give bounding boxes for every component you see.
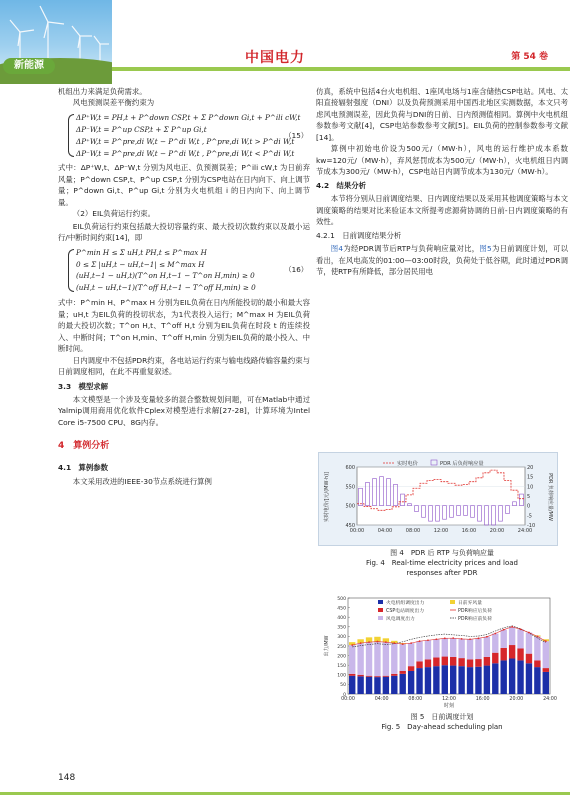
equation-line: ΔP⁻W,t = P^pre,di W,t − P^di W,t , P^pre,di W,t < P^di W,t bbox=[76, 148, 295, 158]
thermal-bar bbox=[416, 668, 422, 694]
csp-bar bbox=[501, 648, 507, 660]
y-tick-label: 0 bbox=[343, 692, 346, 698]
wind-bar bbox=[408, 643, 414, 666]
paragraph: 本文采用改进的IEEE-30节点系统进行算例 bbox=[72, 476, 212, 486]
legend-label: 日前弃风量 bbox=[458, 601, 482, 606]
paragraph: 式中：P^min H、P^max H 分别为EIL负荷在日内所能投切的最小和最大容量；uH,t 为EIL负荷的投切状态，为1代表投入运行；M^max H 为EIL负荷的最大投切次数；T^on H,t、T^off H,t 分别为EIL负荷在时段 t 的连续投入、中断时间；T^on H,min、T^off H,min 分别为EIL负荷的最小投入、中断时间。 bbox=[58, 298, 310, 354]
paragraph: 机组出力来满足负荷需求。 bbox=[58, 87, 147, 96]
wind-bar bbox=[543, 641, 549, 668]
wind-bar bbox=[349, 645, 355, 674]
csp-bar bbox=[374, 676, 380, 677]
y-tick-label: 150 bbox=[337, 664, 346, 669]
x-tick-label: 20:00 bbox=[489, 528, 505, 534]
wind-bar bbox=[467, 639, 473, 659]
load-after-point bbox=[528, 632, 530, 634]
paragraph: 式中：ΔP⁺W,t、ΔP⁻W,t 分别为风电正、负预测误差；P^ili cW,t 为日前弃风量；P^down CSP,t、P^up CSP,t 分别为CSP电站在日内向下、向上调节量；P^down Gi,t、P^up Gi,t 分别为火电机组 i 的日内向下、向上调节量。 bbox=[58, 163, 310, 207]
journal-title: 中国电力 bbox=[245, 50, 305, 66]
csp-bar bbox=[400, 671, 406, 674]
x-tick-label: 04:00 bbox=[374, 697, 389, 702]
wind-bar bbox=[374, 642, 380, 677]
equation-line: P^min H ≤ Σ uH,t PH,t ≤ P^max H bbox=[76, 247, 207, 257]
paragraph: 日内调度中不包括PDR约束，各电站运行约束与输电线路传输容量约束与日前调度相同，在此不再重复叙述。 bbox=[58, 355, 310, 377]
load-after-point bbox=[360, 642, 362, 644]
y-tick-label: 250 bbox=[337, 644, 346, 650]
figure-4 bbox=[318, 452, 558, 546]
equation-line: ΔP⁺W,t = P^pre,di W,t − P^di W,t , P^pre,di W,t > P^di W,t bbox=[76, 136, 295, 146]
schedule-chart bbox=[318, 594, 558, 709]
thermal-bar bbox=[433, 666, 439, 694]
paragraph bbox=[316, 243, 568, 277]
legend-label: PDR响应后负荷 bbox=[458, 609, 492, 614]
x-tick-label: 08:00 bbox=[405, 528, 421, 534]
legend-swatch bbox=[450, 600, 455, 604]
caption-en: Fig. 4 Real-time electricity prices and load bbox=[366, 559, 518, 568]
load-after-point bbox=[461, 638, 463, 640]
thermal-bar bbox=[458, 666, 464, 694]
x-tick-label: 00:00 bbox=[341, 697, 355, 702]
load-after-point bbox=[503, 629, 505, 631]
thermal-bar bbox=[534, 667, 540, 694]
csp-bar bbox=[543, 668, 549, 672]
wind-bar bbox=[442, 638, 448, 656]
equation-line: ΔP⁺W,t = PH,t + P^down CSP,t + Σ P^down Gi,t + P^ili cW,t bbox=[76, 112, 301, 122]
equation-15 bbox=[58, 112, 310, 160]
caption-en: responses after PDR bbox=[406, 569, 478, 578]
load-after-point bbox=[368, 641, 370, 643]
page-number: 148 bbox=[58, 773, 76, 783]
wind-bar bbox=[366, 642, 372, 676]
wind-bar bbox=[501, 630, 507, 648]
load-after-point bbox=[377, 641, 379, 643]
csp-bar bbox=[450, 657, 456, 666]
y-tick-label: 500 bbox=[337, 596, 346, 602]
equation-line: 0 ≤ Σ |uH,t − uH,t−1| ≤ M^max H bbox=[76, 259, 205, 269]
paragraph: 风电预测误差平衡约束为 bbox=[72, 98, 155, 108]
y-tick-label: 300 bbox=[337, 635, 346, 641]
wind-bar bbox=[416, 641, 422, 661]
thermal-bar bbox=[374, 677, 380, 694]
y2-tick-label: -10 bbox=[527, 523, 536, 529]
figure-link[interactable]: 图5 bbox=[479, 244, 492, 254]
wind-bar bbox=[526, 633, 532, 654]
right-column bbox=[316, 86, 568, 279]
csp-bar bbox=[475, 659, 481, 667]
load-after-point bbox=[511, 626, 513, 628]
load-after-point bbox=[351, 644, 353, 646]
csp-bar bbox=[408, 666, 414, 671]
load-after-point bbox=[536, 636, 538, 638]
csp-bar bbox=[517, 648, 523, 660]
y-tick-label: 600 bbox=[345, 465, 355, 471]
page-header bbox=[0, 0, 570, 84]
paragraph: 本文模型是一个涉及变量较多的混合整数规划问题，可在Matlab中通过Yalmip调用商用优化软件Cplex对模型进行求解[27-28]，计算环境为Intel Core i5-7500 CPU、8G内存。 bbox=[58, 394, 310, 427]
y2-tick-label: 0 bbox=[527, 503, 531, 510]
left-column bbox=[58, 86, 310, 488]
paragraph: 本节将分别从日前调度结果、日内调度结果以及采用其他调度策略与本文调度策略的结果对比来验证本文所提考虑源荷协调的日前-日内调度策略的有效性。 bbox=[316, 194, 568, 227]
y-tick-label: 100 bbox=[337, 673, 346, 679]
csp-bar bbox=[509, 645, 515, 658]
y-tick-label: 500 bbox=[345, 503, 355, 510]
wind-bar bbox=[391, 643, 397, 674]
equation-line: (uH,t − uH,t−1)(T^off H,t−1 − T^off H,min) ≥ 0 bbox=[76, 283, 256, 293]
figure-5 bbox=[318, 594, 558, 709]
thermal-bar bbox=[543, 672, 549, 694]
thermal-bar bbox=[517, 660, 523, 694]
thermal-bar bbox=[492, 663, 498, 694]
csp-bar bbox=[416, 661, 422, 668]
x-tick-label: 20:00 bbox=[509, 697, 524, 702]
load-after-point bbox=[478, 637, 480, 639]
y2-tick-label: 15 bbox=[527, 474, 534, 481]
csp-bar bbox=[484, 657, 490, 666]
wind-bar bbox=[484, 637, 490, 657]
wind-bar bbox=[450, 638, 456, 657]
csp-bar bbox=[366, 676, 372, 677]
csp-bar bbox=[467, 659, 473, 667]
x-tick-label: 24:00 bbox=[517, 528, 533, 534]
y2-tick-label: 5 bbox=[527, 494, 531, 500]
section-heading: 3.3 模型求解 bbox=[58, 381, 109, 391]
thermal-bar bbox=[400, 674, 406, 694]
csp-bar bbox=[357, 675, 363, 677]
x-tick-label: 00:00 bbox=[349, 528, 365, 534]
thermal-bar bbox=[357, 676, 363, 694]
load-after-point bbox=[486, 636, 488, 638]
section-heading: 4.2 结果分析 bbox=[316, 180, 367, 190]
thermal-bar bbox=[408, 671, 414, 694]
legend-label: CSP电站调度出力 bbox=[386, 609, 425, 614]
caption-cn: 图 5 日前调度计划 bbox=[410, 713, 474, 721]
x-tick-label: 12:00 bbox=[442, 697, 456, 702]
csp-bar bbox=[442, 657, 448, 666]
load-after-point bbox=[435, 638, 437, 640]
wind-bar bbox=[357, 643, 363, 675]
legend-label: 火电机组调度出力 bbox=[386, 601, 425, 606]
wind-bar bbox=[425, 640, 431, 659]
paragraph: 仿真，系统中包括4台火电机组、1座风电场与1座含储热CSP电站。风电、太阳直接辐射强度（DNI）以及负荷预测采用中国西北地区实测数据，本文只考虑风电预测误差，因此负荷与DNI的日前、日内预测值相同。算例中火电机组参数参考文献[4]，CSP电站参数参考文献[5]。EIL负荷的控制参数参考文献[14]。 bbox=[316, 87, 568, 142]
equation-line: ΔP⁻W,t = P^up CSP,t + Σ P^up Gi,t bbox=[76, 124, 207, 134]
y2-tick-label: 10 bbox=[527, 484, 534, 491]
equation-number: （15） bbox=[284, 130, 308, 140]
thermal-bar bbox=[366, 677, 372, 694]
csp-bar bbox=[458, 658, 464, 666]
thermal-bar bbox=[383, 677, 389, 694]
wind-bar bbox=[534, 636, 540, 660]
load-after-point bbox=[385, 641, 387, 643]
y2-tick-label: -5 bbox=[527, 513, 532, 520]
paragraph: EIL负荷运行约束包括最大投切容量约束、最大投切次数约束以及最小运行/中断时间约束[14]，即 bbox=[58, 221, 310, 243]
wind-bar bbox=[475, 638, 481, 659]
wind-bar bbox=[509, 627, 515, 645]
y-tick-label: 400 bbox=[337, 616, 346, 621]
wind-bar bbox=[458, 639, 464, 658]
thermal-bar bbox=[475, 667, 481, 694]
wind-bar bbox=[492, 634, 498, 653]
load-after-point bbox=[494, 633, 496, 635]
plot-area bbox=[357, 467, 525, 525]
thermal-bar bbox=[349, 676, 355, 694]
y-tick-label: 50 bbox=[340, 683, 346, 689]
thermal-bar bbox=[425, 667, 431, 694]
equation-16 bbox=[58, 247, 310, 295]
load-after-point bbox=[444, 637, 446, 639]
wind-bar bbox=[383, 642, 389, 676]
load-after-point bbox=[545, 640, 547, 642]
y2-axis-label: PDR 负荷响应量/MW bbox=[547, 473, 553, 521]
thermal-bar bbox=[509, 658, 515, 694]
x-tick-label: 04:00 bbox=[377, 528, 393, 534]
x-tick-label: 08:00 bbox=[408, 697, 423, 702]
volume-label: 第 54 卷 bbox=[511, 52, 548, 62]
section-heading: 4.1 算例参数 bbox=[58, 463, 109, 473]
equation-number: （16） bbox=[284, 265, 308, 275]
csp-bar bbox=[492, 653, 498, 664]
wind-bar bbox=[433, 639, 439, 657]
load-after-point bbox=[410, 642, 412, 644]
thermal-bar bbox=[467, 667, 473, 694]
csp-bar bbox=[534, 660, 540, 667]
paragraph: （2）EIL负荷运行约束。 bbox=[72, 209, 155, 219]
caption-en: Fig. 5 Day-ahead scheduling plan bbox=[381, 723, 503, 732]
y-axis-label: 实时电价/[元/(MW·h)] bbox=[324, 471, 330, 523]
legend-swatch bbox=[378, 616, 383, 620]
csp-bar bbox=[383, 676, 389, 677]
legend-swatch-response bbox=[431, 460, 437, 465]
chapter-heading: 4 算例分析 bbox=[58, 441, 110, 452]
footer-rule bbox=[0, 792, 570, 795]
header-rule bbox=[112, 67, 570, 71]
legend-swatch bbox=[378, 608, 383, 612]
subsection-heading: 4.2.1 日前调度结果分析 bbox=[316, 230, 402, 240]
thermal-bar bbox=[442, 665, 448, 694]
section-tag: 新能源 bbox=[3, 58, 55, 74]
y-tick-label: 450 bbox=[337, 606, 346, 612]
csp-bar bbox=[391, 674, 397, 676]
y2-tick-label: 20 bbox=[527, 465, 534, 471]
text-run: 为经PDR调节后RTP与负荷响应量对比， bbox=[343, 244, 480, 254]
legend-label: 风电调度出力 bbox=[386, 617, 415, 622]
y-tick-label: 450 bbox=[345, 523, 355, 529]
x-tick-label: 16:00 bbox=[475, 697, 490, 702]
csp-bar bbox=[433, 658, 439, 667]
load-after-point bbox=[427, 639, 429, 641]
x-tick-label: 24:00 bbox=[543, 697, 557, 702]
legend-label: PDR 后负荷响应量 bbox=[440, 461, 484, 467]
csp-bar bbox=[526, 654, 532, 664]
y-tick-label: 350 bbox=[337, 625, 346, 631]
equation-line: (uH,t−1 − uH,t)(T^on H,t−1 − T^on H,min) ≥ 0 bbox=[76, 271, 255, 281]
x-axis-label: 时刻 bbox=[443, 703, 455, 709]
csp-bar bbox=[425, 659, 431, 667]
thermal-bar bbox=[484, 666, 490, 694]
figure-5-caption bbox=[316, 712, 568, 732]
y-tick-label: 550 bbox=[345, 484, 355, 491]
thermal-bar bbox=[501, 660, 507, 694]
wind-bar bbox=[400, 644, 406, 671]
legend-label: 实时电价 bbox=[397, 461, 418, 467]
thermal-bar bbox=[391, 676, 397, 694]
csp-bar bbox=[349, 674, 355, 676]
figure-4-caption bbox=[316, 548, 568, 578]
legend-swatch bbox=[378, 600, 383, 604]
thermal-bar bbox=[526, 663, 532, 694]
load-after-point bbox=[469, 638, 471, 640]
load-after-point bbox=[393, 642, 395, 644]
y-axis-label: 出力/MW bbox=[324, 635, 330, 657]
banner-image bbox=[0, 0, 112, 84]
thermal-bar bbox=[450, 666, 456, 694]
caption-cn: 图 4 PDR 后 RTP 与负荷响应量 bbox=[390, 549, 494, 557]
load-after-point bbox=[419, 640, 421, 642]
wind-bar bbox=[517, 629, 523, 648]
y-tick-label: 200 bbox=[337, 654, 346, 660]
load-after-point bbox=[452, 637, 454, 639]
paragraph: 算例中初始电价设为500元/（MW·h），风电的运行维护成本系数 kw=120元/（MW·h），弃风惩罚成本为500元/（MW·h），火电机组日内调节成本为300元/（MW·h），CSP电站日内调节成本为130元/（MW·h）。 bbox=[316, 144, 568, 177]
x-tick-label: 16:00 bbox=[461, 528, 477, 534]
load-after-point bbox=[402, 643, 404, 645]
legend-label: PDR响应前负荷 bbox=[458, 617, 492, 622]
load-after-point bbox=[520, 628, 522, 630]
figure-link[interactable]: 图4 bbox=[330, 244, 344, 254]
rtp-response-chart bbox=[319, 453, 557, 545]
x-tick-label: 12:00 bbox=[433, 528, 449, 534]
text-run: 为日前调度计划，可以看出，在风电高发的01:00—03:00时段，负荷处于低谷期，此时通过PDR调节，使RTP有所降低，部分居民用电 bbox=[316, 244, 568, 277]
